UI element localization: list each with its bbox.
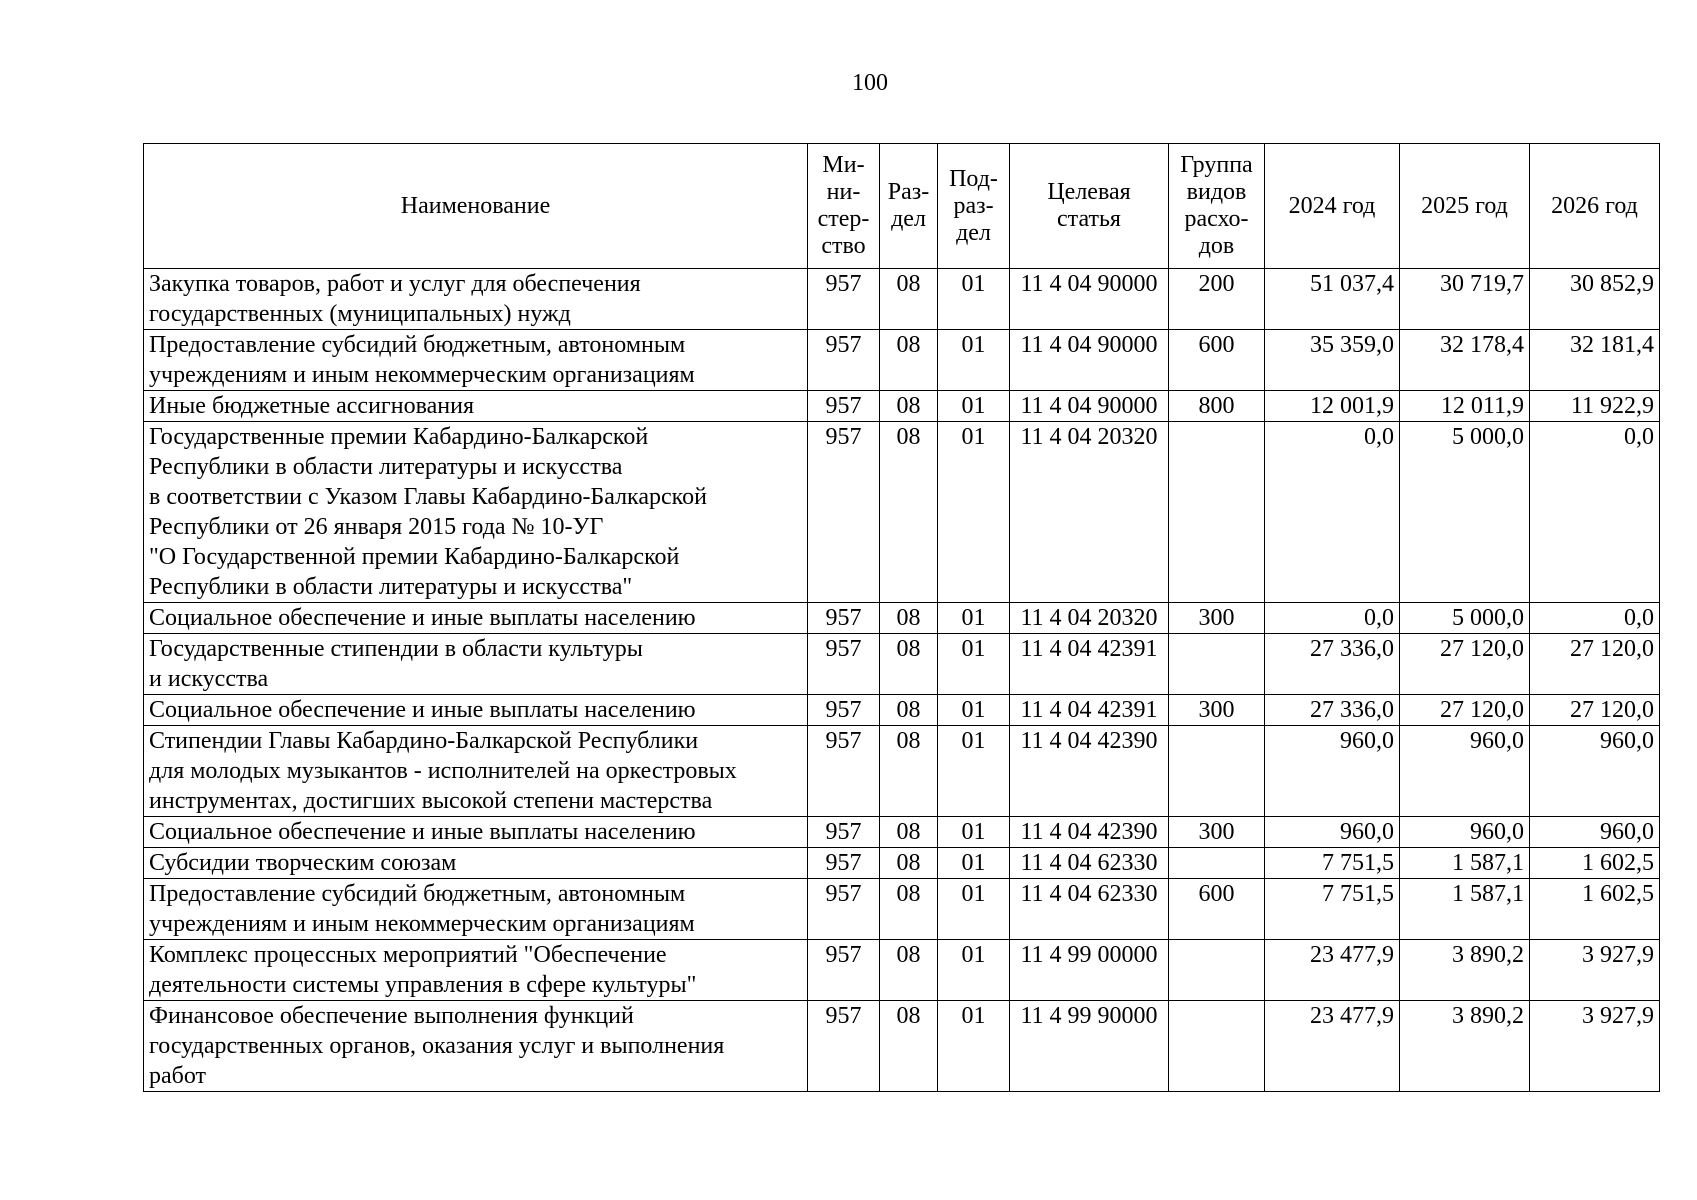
row-target: 11 4 04 20320 bbox=[1010, 603, 1169, 634]
row-group bbox=[1169, 940, 1265, 1001]
row-section: 08 bbox=[880, 848, 938, 879]
row-2025: 12 011,9 bbox=[1400, 391, 1530, 422]
row-name: Социальное обеспечение и иные выплаты населению bbox=[144, 817, 808, 848]
row-name: Стипендии Главы Кабардино-Балкарской Республики для молодых музыкантов - исполнителей на оркестровых инструментах, достигших высокой степени мастерства bbox=[144, 726, 808, 817]
row-ministry: 957 bbox=[808, 269, 880, 330]
row-2025: 3 890,2 bbox=[1400, 940, 1530, 1001]
row-subsection: 01 bbox=[938, 695, 1010, 726]
row-name: Государственные стипендии в области культуры и искусства bbox=[144, 634, 808, 695]
row-subsection: 01 bbox=[938, 848, 1010, 879]
row-ministry: 957 bbox=[808, 848, 880, 879]
row-subsection: 01 bbox=[938, 330, 1010, 391]
row-2025: 30 719,7 bbox=[1400, 269, 1530, 330]
row-2026: 11 922,9 bbox=[1530, 391, 1660, 422]
row-2026: 0,0 bbox=[1530, 422, 1660, 603]
row-group: 300 bbox=[1169, 603, 1265, 634]
header-group: Группа видов расхо- дов bbox=[1169, 144, 1265, 269]
header-subsection: Под- раз- дел bbox=[938, 144, 1010, 269]
row-2025: 960,0 bbox=[1400, 817, 1530, 848]
row-target: 11 4 99 90000 bbox=[1010, 1001, 1169, 1092]
row-2026: 1 602,5 bbox=[1530, 848, 1660, 879]
page-number: 100 bbox=[852, 70, 888, 96]
table-row bbox=[144, 726, 1660, 817]
row-2024: 35 359,0 bbox=[1265, 330, 1400, 391]
header-target: Целевая статья bbox=[1010, 144, 1169, 269]
row-subsection: 01 bbox=[938, 817, 1010, 848]
row-group: 600 bbox=[1169, 330, 1265, 391]
row-group bbox=[1169, 726, 1265, 817]
row-target: 11 4 04 90000 bbox=[1010, 330, 1169, 391]
row-subsection: 01 bbox=[938, 726, 1010, 817]
row-name: Социальное обеспечение и иные выплаты населению bbox=[144, 695, 808, 726]
row-2026: 960,0 bbox=[1530, 817, 1660, 848]
row-2024: 7 751,5 bbox=[1265, 879, 1400, 940]
row-ministry: 957 bbox=[808, 879, 880, 940]
row-subsection: 01 bbox=[938, 879, 1010, 940]
row-ministry: 957 bbox=[808, 330, 880, 391]
row-subsection: 01 bbox=[938, 1001, 1010, 1092]
row-ministry: 957 bbox=[808, 726, 880, 817]
table-row bbox=[144, 817, 1660, 848]
row-group: 300 bbox=[1169, 817, 1265, 848]
row-2024: 23 477,9 bbox=[1265, 1001, 1400, 1092]
row-2025: 32 178,4 bbox=[1400, 330, 1530, 391]
table-row bbox=[144, 940, 1660, 1001]
table-row bbox=[144, 330, 1660, 391]
row-2024: 23 477,9 bbox=[1265, 940, 1400, 1001]
budget-table bbox=[143, 143, 1660, 1092]
row-ministry: 957 bbox=[808, 940, 880, 1001]
row-subsection: 01 bbox=[938, 391, 1010, 422]
row-name: Предоставление субсидий бюджетным, автономным учреждениям и иным некоммерческим организациям bbox=[144, 330, 808, 391]
row-2026: 32 181,4 bbox=[1530, 330, 1660, 391]
row-target: 11 4 04 42391 bbox=[1010, 634, 1169, 695]
header-ministry: Ми- ни- стер- ство bbox=[808, 144, 880, 269]
row-group bbox=[1169, 422, 1265, 603]
row-section: 08 bbox=[880, 269, 938, 330]
row-section: 08 bbox=[880, 603, 938, 634]
row-group: 800 bbox=[1169, 391, 1265, 422]
table-row bbox=[144, 603, 1660, 634]
row-subsection: 01 bbox=[938, 940, 1010, 1001]
row-2026: 1 602,5 bbox=[1530, 879, 1660, 940]
table-row bbox=[144, 391, 1660, 422]
row-ministry: 957 bbox=[808, 391, 880, 422]
table-row bbox=[144, 634, 1660, 695]
row-2025: 27 120,0 bbox=[1400, 634, 1530, 695]
table-row bbox=[144, 848, 1660, 879]
row-2026: 27 120,0 bbox=[1530, 695, 1660, 726]
header-2024: 2024 год bbox=[1265, 144, 1400, 269]
row-ministry: 957 bbox=[808, 1001, 880, 1092]
row-subsection: 01 bbox=[938, 422, 1010, 603]
row-section: 08 bbox=[880, 817, 938, 848]
row-group: 200 bbox=[1169, 269, 1265, 330]
row-section: 08 bbox=[880, 1001, 938, 1092]
table-row bbox=[144, 1001, 1660, 1092]
row-2026: 27 120,0 bbox=[1530, 634, 1660, 695]
row-ministry: 957 bbox=[808, 634, 880, 695]
row-2025: 1 587,1 bbox=[1400, 848, 1530, 879]
row-name: Финансовое обеспечение выполнения функций государственных органов, оказания услуг и выполнения работ bbox=[144, 1001, 808, 1092]
row-2024: 27 336,0 bbox=[1265, 695, 1400, 726]
row-section: 08 bbox=[880, 634, 938, 695]
row-target: 11 4 04 42390 bbox=[1010, 726, 1169, 817]
row-2024: 27 336,0 bbox=[1265, 634, 1400, 695]
row-ministry: 957 bbox=[808, 695, 880, 726]
row-section: 08 bbox=[880, 726, 938, 817]
row-subsection: 01 bbox=[938, 603, 1010, 634]
row-target: 11 4 99 00000 bbox=[1010, 940, 1169, 1001]
row-ministry: 957 bbox=[808, 422, 880, 603]
row-2026: 0,0 bbox=[1530, 603, 1660, 634]
row-2024: 960,0 bbox=[1265, 726, 1400, 817]
row-2024: 7 751,5 bbox=[1265, 848, 1400, 879]
header-2026: 2026 год bbox=[1530, 144, 1660, 269]
row-target: 11 4 04 90000 bbox=[1010, 391, 1169, 422]
row-target: 11 4 04 62330 bbox=[1010, 879, 1169, 940]
row-2026: 960,0 bbox=[1530, 726, 1660, 817]
header-2025: 2025 год bbox=[1400, 144, 1530, 269]
row-2024: 960,0 bbox=[1265, 817, 1400, 848]
header-section: Раз- дел bbox=[880, 144, 938, 269]
row-name: Закупка товаров, работ и услуг для обеспечения государственных (муниципальных) нужд bbox=[144, 269, 808, 330]
row-2024: 51 037,4 bbox=[1265, 269, 1400, 330]
table-row bbox=[144, 879, 1660, 940]
row-group bbox=[1169, 848, 1265, 879]
row-group bbox=[1169, 1001, 1265, 1092]
row-2025: 960,0 bbox=[1400, 726, 1530, 817]
row-target: 11 4 04 42390 bbox=[1010, 817, 1169, 848]
row-name: Субсидии творческим союзам bbox=[144, 848, 808, 879]
row-name: Предоставление субсидий бюджетным, автономным учреждениям и иным некоммерческим организациям bbox=[144, 879, 808, 940]
row-subsection: 01 bbox=[938, 634, 1010, 695]
row-2024: 0,0 bbox=[1265, 422, 1400, 603]
row-2026: 30 852,9 bbox=[1530, 269, 1660, 330]
row-group: 300 bbox=[1169, 695, 1265, 726]
row-section: 08 bbox=[880, 330, 938, 391]
row-2025: 27 120,0 bbox=[1400, 695, 1530, 726]
table-row bbox=[144, 695, 1660, 726]
row-2024: 12 001,9 bbox=[1265, 391, 1400, 422]
row-section: 08 bbox=[880, 695, 938, 726]
row-subsection: 01 bbox=[938, 269, 1010, 330]
row-name: Комплекс процессных мероприятий "Обеспечение деятельности системы управления в сфере культуры" bbox=[144, 940, 808, 1001]
row-2025: 5 000,0 bbox=[1400, 603, 1530, 634]
row-target: 11 4 04 42391 bbox=[1010, 695, 1169, 726]
row-target: 11 4 04 62330 bbox=[1010, 848, 1169, 879]
row-2024: 0,0 bbox=[1265, 603, 1400, 634]
row-2025: 1 587,1 bbox=[1400, 879, 1530, 940]
row-ministry: 957 bbox=[808, 603, 880, 634]
row-group bbox=[1169, 634, 1265, 695]
table-row bbox=[144, 422, 1660, 603]
row-2026: 3 927,9 bbox=[1530, 940, 1660, 1001]
row-2026: 3 927,9 bbox=[1530, 1001, 1660, 1092]
row-name: Социальное обеспечение и иные выплаты населению bbox=[144, 603, 808, 634]
row-2025: 5 000,0 bbox=[1400, 422, 1530, 603]
header-name: Наименование bbox=[144, 144, 808, 269]
row-group: 600 bbox=[1169, 879, 1265, 940]
row-section: 08 bbox=[880, 422, 938, 603]
row-ministry: 957 bbox=[808, 817, 880, 848]
row-target: 11 4 04 90000 bbox=[1010, 269, 1169, 330]
row-section: 08 bbox=[880, 391, 938, 422]
row-section: 08 bbox=[880, 940, 938, 1001]
table-header-row bbox=[144, 144, 1660, 269]
row-name: Иные бюджетные ассигнования bbox=[144, 391, 808, 422]
row-2025: 3 890,2 bbox=[1400, 1001, 1530, 1092]
table-row bbox=[144, 269, 1660, 330]
row-target: 11 4 04 20320 bbox=[1010, 422, 1169, 603]
row-section: 08 bbox=[880, 879, 938, 940]
row-name: Государственные премии Кабардино-Балкарской Республики в области литературы и искусства в соответствии с Указом Главы Кабардино-Балкарской Республики от 26 января 2015 года № 10-УГ "О Государственной премии Кабардино-Балкарской Республики в области литературы и искусства" bbox=[144, 422, 808, 603]
